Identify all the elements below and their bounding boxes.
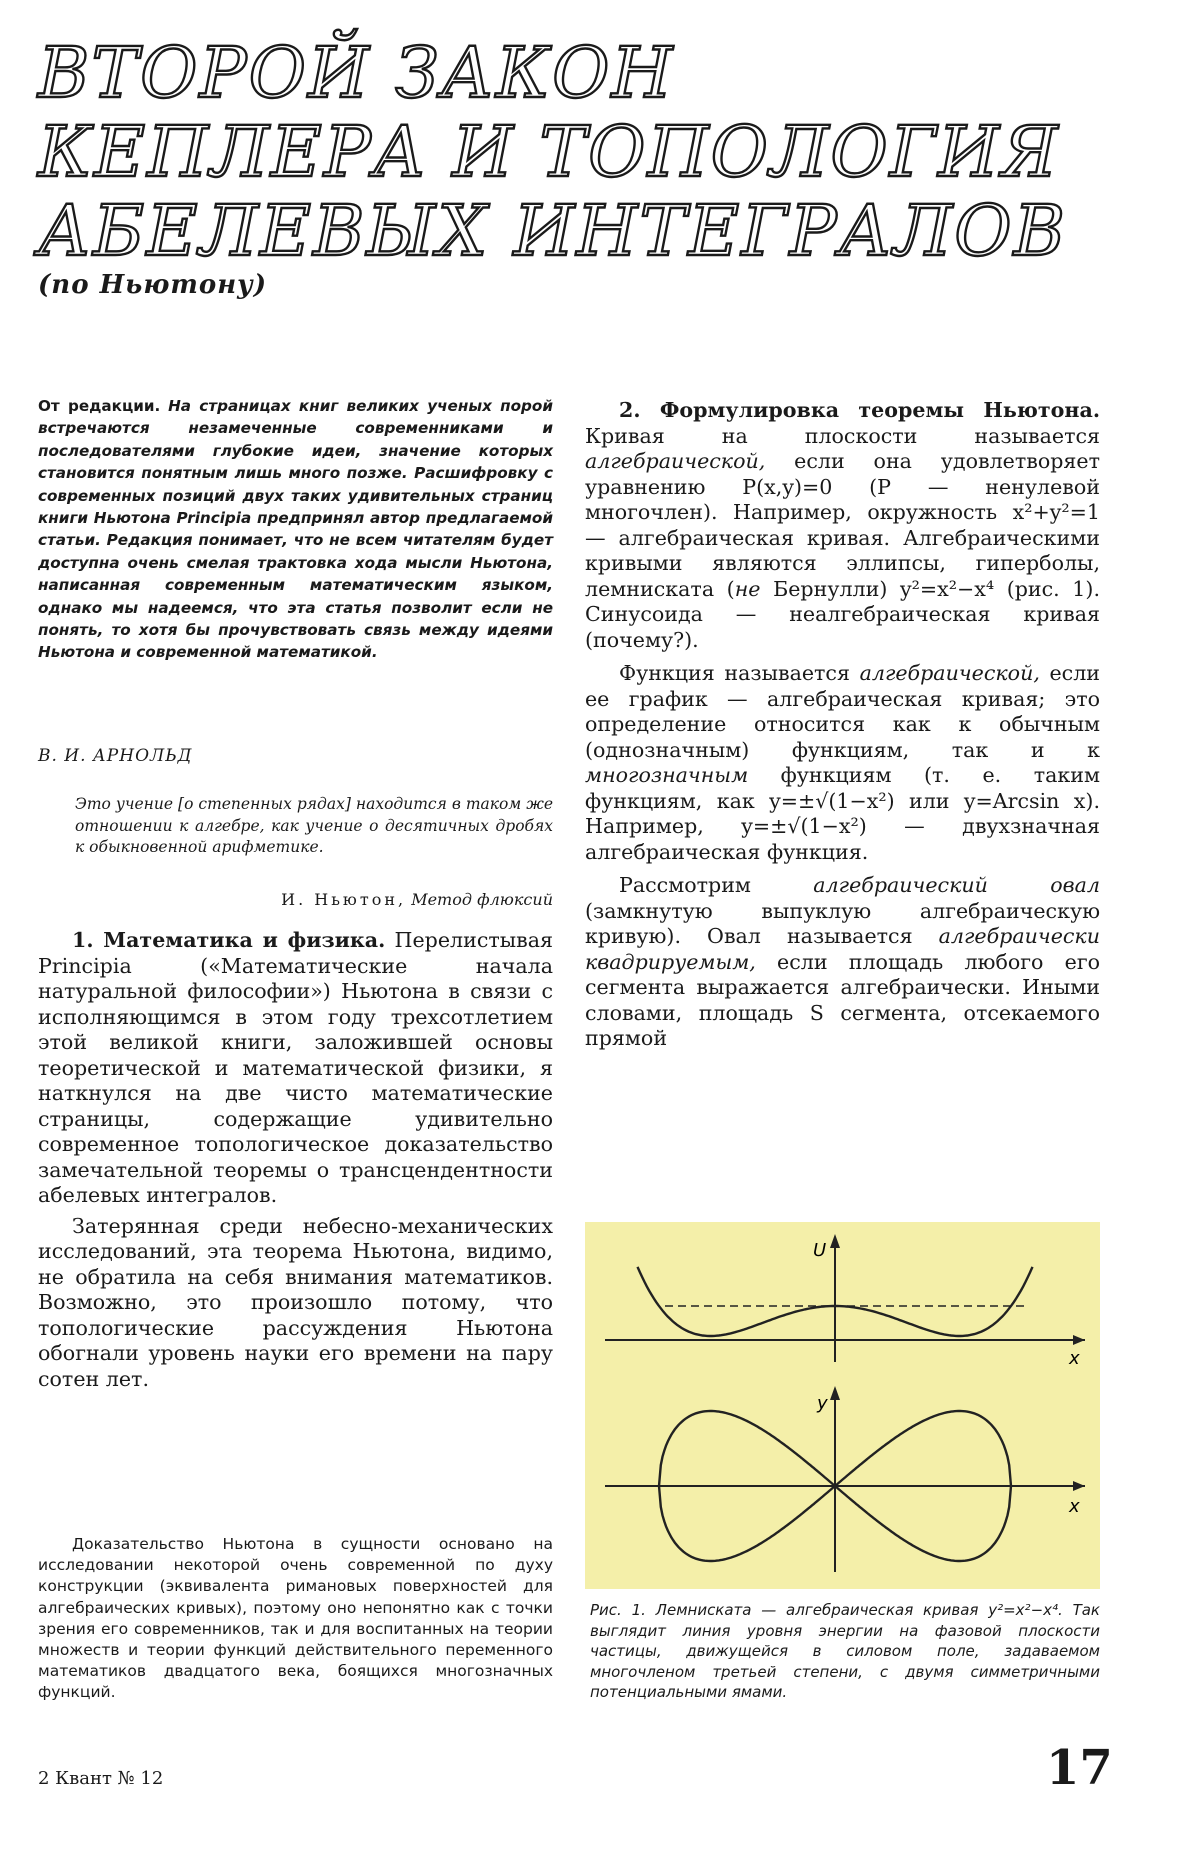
figure-1	[585, 1222, 1100, 1589]
bottom-y-label: y	[817, 1393, 828, 1414]
section-2-p1-not: не	[734, 576, 761, 601]
section-2-p3-a: Рассмотрим	[619, 873, 751, 897]
subtitle: (по Ньютону)	[38, 270, 268, 300]
section-2	[585, 398, 1100, 1052]
section-1-heading: 1. Математика и физика.	[72, 928, 386, 952]
intro-lead: От редакции.	[38, 397, 161, 415]
section-2-p2-b: если ее график — алгебраическая кривая; это определение относится как к обычным (однозначным) функциям, так и к	[585, 661, 1101, 762]
section-2-p1-a: Кривая на плоскости называется	[585, 423, 1100, 448]
top-x-label: x	[1069, 1348, 1080, 1369]
section-1-paragraph-2: Затерянная среди небесно-механических исследований, эта теорема Ньютона, видимо, не обратила на себя внимания математиков. Возможно, это произошло потому, что топологические рассуждения Ньютона обогнали уровень науки его времени на пару сотен лет.	[38, 1213, 553, 1391]
section-2-p2-c: функциям (т. е. таким функциям, как y=±√(1−x²) или y=Arcsin x). Например, y=±√(1−x²) — двухзначная алгебраическая функция.	[585, 763, 1100, 864]
section-2-p3-c: если площадь любого его сегмента выражается алгебраически. Иными словами, площадь S сегмента, отсекаемого прямой	[585, 949, 1101, 1050]
section-2-p3-term: алгебраический овал	[813, 873, 1100, 897]
section-1	[38, 928, 553, 1392]
epigraph-text: Это учение [о степенных рядах] находится в таком же отношении к алгебре, как учение о десятичных дробях к обыкновенной арифметике.	[75, 795, 553, 856]
epigraph-source-author: И. Ньютон,	[281, 890, 407, 909]
title-line-2: КЕПЛЕРА И ТОПОЛОГИЯ	[38, 111, 1060, 193]
top-y-label: U	[813, 1240, 827, 1261]
section-1-small-print	[38, 1534, 553, 1704]
title-line-3: АБЕЛЕВЫХ ИНТЕГРАЛОВ	[38, 190, 1068, 272]
section-2-heading: 2. Формулировка теоремы Ньютона.	[619, 398, 1100, 422]
title-line-1: ВТОРОЙ ЗАКОН	[38, 32, 675, 114]
section-2-p2-term2: многозначным	[585, 763, 749, 787]
epigraph-source	[75, 890, 553, 909]
bottom-x-label: x	[1069, 1496, 1080, 1517]
section-1-small-text: Доказательство Ньютона в сущности основано на исследовании некоторой очень современной по духу конструкции (эквивалента римановых поверхностей для алгебраических кривых), поэтому оно непонятно как с точки зрения его современников, так и для воспитанных на теории множеств и теории функций действительного переменного математиков двадцатого века, боящихся многозначных функций.	[38, 1535, 553, 1702]
epigraph-source-work: Метод флюксий	[411, 890, 553, 909]
bottom-y-arrow-icon	[830, 1386, 840, 1400]
section-2-p2-a: Функция называется	[619, 661, 850, 685]
section-2-p1-term: алгебраической,	[585, 449, 766, 473]
section-2-p2-term: алгебраической,	[859, 661, 1040, 685]
bottom-x-arrow-icon	[1073, 1481, 1085, 1491]
section-2-p1-c: Бернулли) y²=x²−x⁴ (рис. 1). Синусоида — неалгебраическая кривая (почему?).	[585, 576, 1100, 652]
top-x-arrow-icon	[1073, 1335, 1085, 1345]
author-name: В. И. АРНОЛЬД	[38, 746, 193, 766]
section-2-p3-term2: алгебраически квадрируемым,	[585, 924, 1100, 974]
section-2-p1-b: если она удовлетворяет уравнению P(x,y)=0 (P — ненулевой многочлен). Например, окружность x²+y²=1 — алгебраическая кривая. Алгебраическими кривыми являются эллипсы, гиперболы, лемниската (	[585, 449, 1100, 601]
section-1-paragraph-1: Перелистывая Principia («Математические начала натуральной философии») Ньютона в связи с исполняющимся в этом году трехсотлетием этой великой книги, заложившей основы теоретической и математической физики, я наткнулся на две чисто математические страницы, содержащие удивительно современное топологическое доказательство замечательной теоремы о трансцендентности абелевых интегралов.	[38, 928, 554, 1207]
intro-text: На страницах книг великих ученых порой встречаются незамеченные современниками и последователями глубокие идеи, значение которых становится понятным лишь много позже. Расшифровку с современных позиций двух таких удивительных страниц книги Ньютона Principia предпринял автор предлагаемой статьи. Редакция понимает, что не всем читателям будет доступна очень смелая трактовка хода мысли Ньютона, написанная современным математическим языком, однако мы надеемся, что эта статья позволит если не понять, то хотя бы прочувствовать связь между идеями Ньютона и современной математикой.	[38, 397, 553, 662]
issue-label: 2 Квант № 12	[38, 1768, 164, 1789]
top-y-arrow-icon	[830, 1234, 840, 1248]
figure-caption: Рис. 1. Лемниската — алгебраическая кривая y²=x²−x⁴. Так выглядит линия уровня энергии на фазовой плоскости частицы, движущейся в силовом поле, задаваемом многочленом третьей степени, с двумя симметричными потенциальными ямами.	[590, 1601, 1100, 1701]
editorial-intro	[38, 395, 553, 664]
epigraph	[75, 794, 553, 859]
section-2-p3-b: (замкнутую выпуклую алгебраическую кривую). Овал называется	[585, 898, 1100, 948]
page-number: 17	[1046, 1740, 1113, 1796]
figure-1-plot	[585, 1222, 1100, 1589]
